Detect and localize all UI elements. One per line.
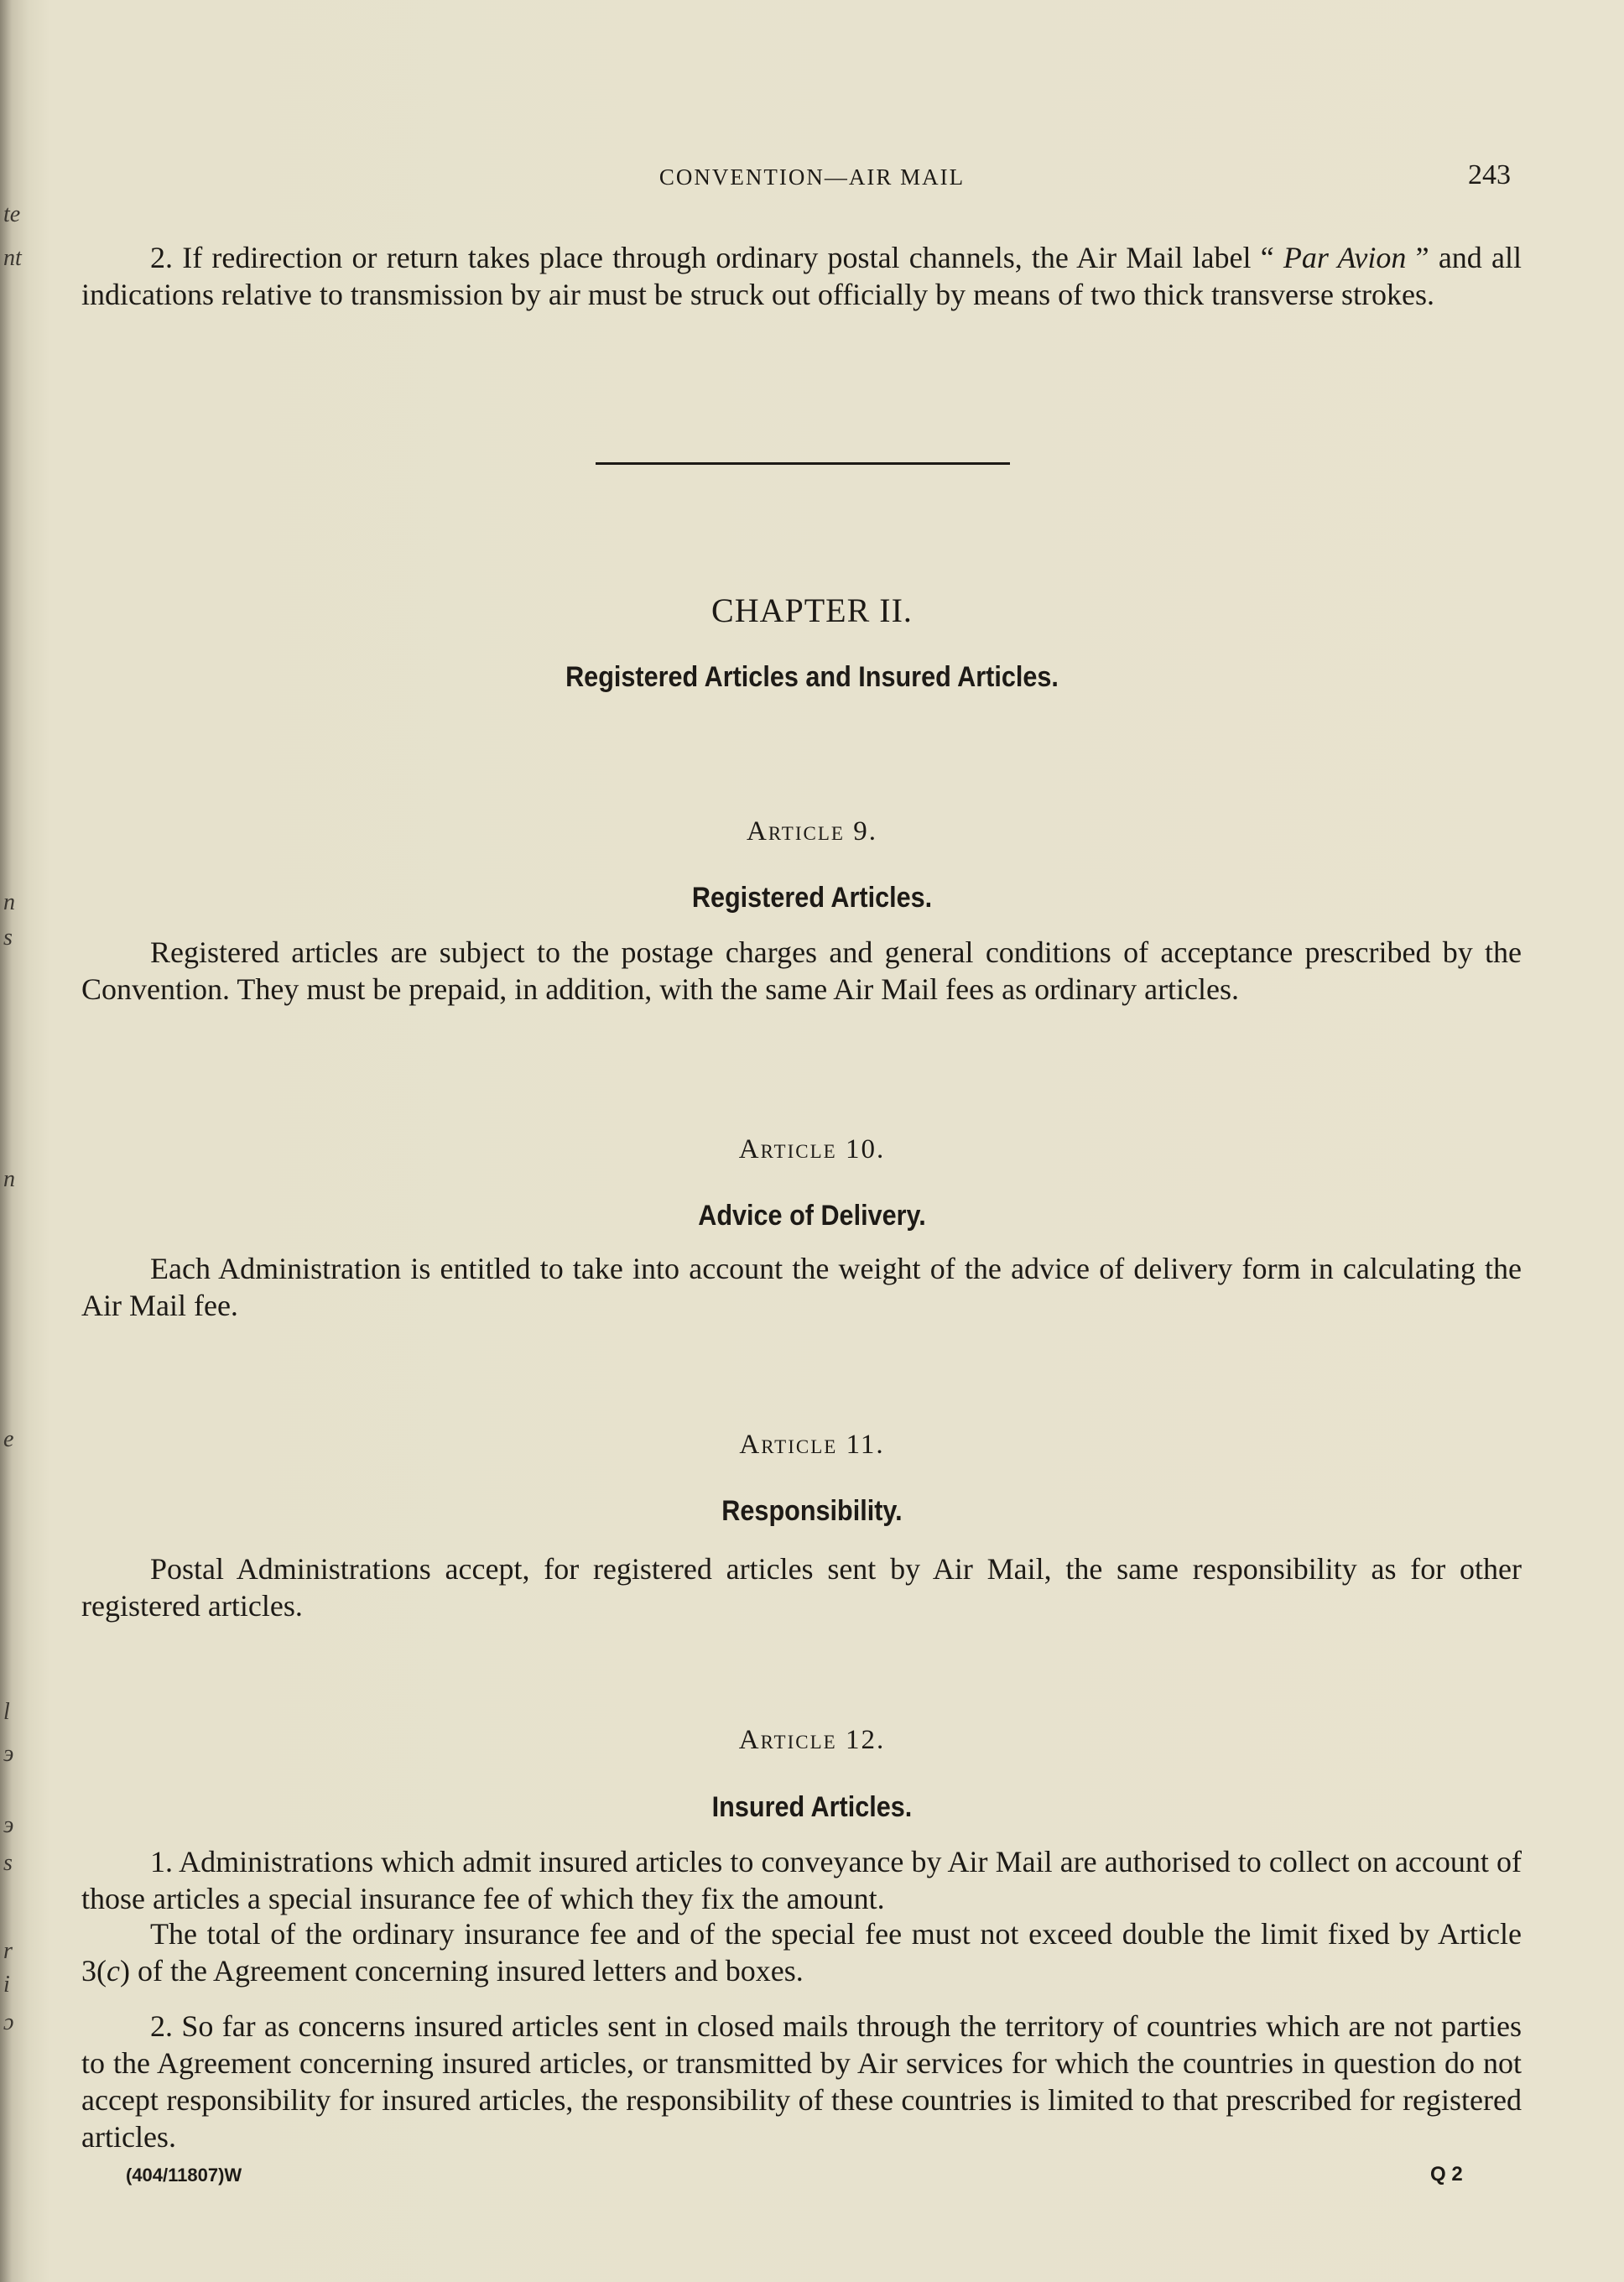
article-word: Article — [738, 1725, 837, 1755]
article-12-para-1: 1. Administrations which admit insured articles to conveyance by Air Mail are authorised to collect on account of those articles a special insurance fee of which they fix the amount. — [81, 1845, 1522, 1915]
par-avion-label: Par Avion — [1283, 241, 1407, 274]
article-12-title: Insured Articles. — [711, 1791, 913, 1823]
page-number: 243 — [1468, 159, 1511, 190]
article-number: 12. — [845, 1725, 886, 1755]
article-10-label — [0, 1134, 1624, 1165]
article-word: Article — [738, 1134, 837, 1164]
article-9-text: Registered articles are subject to the postage charges and general conditions of acceptance prescribed by the Convention. They must be prepaid, in addition, with the same Air Mail fees as ordinary articles. — [81, 935, 1522, 1006]
article-11-title: Responsibility. — [721, 1495, 903, 1527]
chapter-title: CHAPTER II. — [711, 591, 913, 629]
gutter-fragment: l — [3, 1699, 10, 1725]
chapter-subtitle: Registered Articles and Insured Articles. — [565, 661, 1059, 693]
paragraph-text: ” and all indications relative to transmission by air must be struck out officially by means of two thick transverse strokes. — [81, 241, 1522, 311]
gutter-fragment: n — [3, 1166, 15, 1192]
gutter-fragment: ɔ — [3, 2009, 14, 2035]
gutter-fragment: s — [3, 925, 13, 951]
paragraph-text: The total of the ordinary insurance fee and of the special fee must not exceed double the limit fixed by Article 3( — [81, 1917, 1522, 1988]
paragraph-text: 2. If redirection or return takes place through ordinary postal channels, the Air Mail label — [150, 241, 1252, 274]
quote-open: “ — [1260, 241, 1283, 274]
gutter-fragment: э — [3, 1741, 14, 1767]
article-number: 9. — [853, 816, 877, 847]
gutter-fragment: i — [3, 1972, 10, 1998]
gutter-fragment: n — [3, 889, 15, 915]
article-11-text: Postal Administrations accept, for registered articles sent by Air Mail, the same responsibility as for other registered articles. — [81, 1552, 1522, 1623]
article-10-title: Advice of Delivery. — [698, 1200, 926, 1232]
article-9-label — [0, 816, 1624, 847]
article-number: 11. — [846, 1430, 885, 1460]
gutter-fragment: te — [3, 201, 21, 227]
gutter-fragment: э — [3, 1812, 14, 1838]
signature-mark: Q 2 — [1430, 2163, 1463, 2186]
article-12-para-2 — [81, 1915, 1522, 1989]
printer-imprint: (404/11807)W — [126, 2165, 242, 2186]
section-divider — [596, 462, 1010, 465]
gutter-fragment: e — [3, 1426, 14, 1452]
article-11-label — [0, 1430, 1624, 1461]
gutter-fragment: s — [3, 1850, 13, 1876]
article-word: Article — [739, 1430, 838, 1460]
paragraph-redirection — [81, 239, 1522, 313]
gutter-fragment: r — [3, 1938, 13, 1964]
article-12-label — [0, 1725, 1624, 1756]
paragraph-text: ) of the Agreement concerning insured letters and boxes. — [119, 1954, 804, 1988]
running-head: CONVENTION—AIR MAIL — [658, 164, 966, 190]
article-number: 10. — [845, 1134, 886, 1164]
gutter-fragment: nt — [3, 245, 22, 271]
article-9-title: Registered Articles. — [691, 882, 933, 914]
article-word: Article — [747, 816, 845, 847]
article-10-text: Each Administration is entitled to take into account the weight of the advice of delivery form in calculating the Air Mail fee. — [81, 1252, 1522, 1322]
subsection-letter: c — [107, 1954, 120, 1988]
article-12-para-3: 2. So far as concerns insured articles sent in closed mails through the territory of countries which are not parties to the Agreement concerning insured articles, or transmitted by Air services for which the countries in question do not accept responsibility for insured articles, the responsibility of these countries is limited to that prescribed for registered articles. — [81, 2009, 1522, 2154]
